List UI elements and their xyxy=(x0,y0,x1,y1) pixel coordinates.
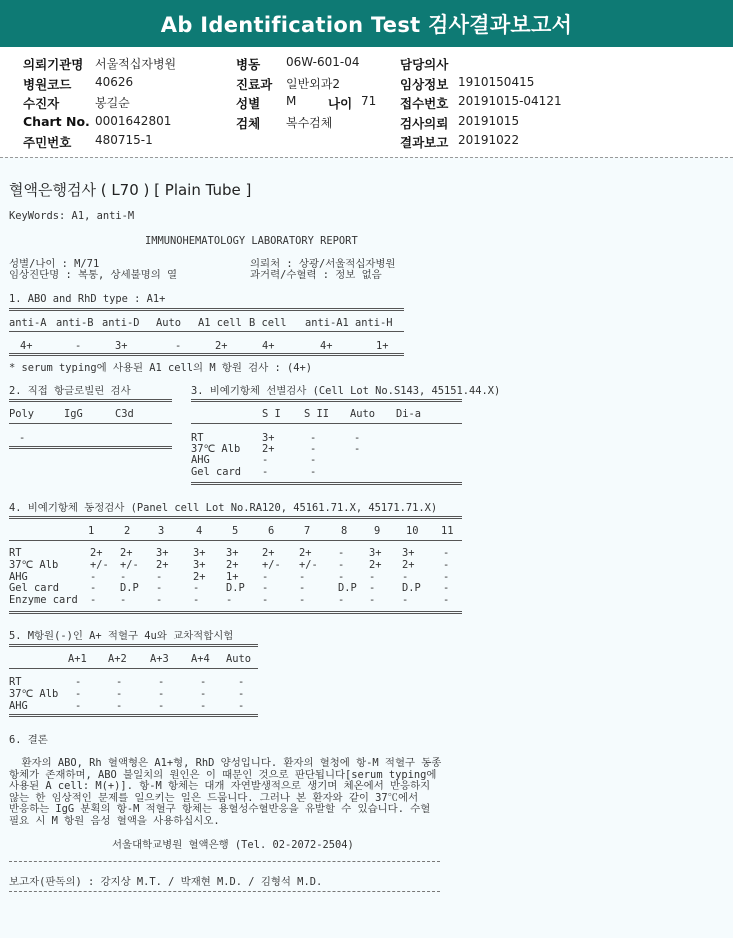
table-cell: - xyxy=(262,465,269,478)
column-header: A+4 xyxy=(191,653,210,665)
column-header: anti-H xyxy=(355,317,393,329)
info-value: 20191015 xyxy=(458,114,520,128)
row-label: 37℃ Alb xyxy=(9,687,59,700)
table-cell: - xyxy=(156,582,163,595)
table-cell: 2+ xyxy=(262,547,275,559)
table-cell: - xyxy=(175,340,182,352)
table-cell: 2+ xyxy=(120,547,133,559)
info-label: 수진자 xyxy=(23,96,60,111)
table-cell: 3+ xyxy=(115,340,128,352)
table-rule xyxy=(191,482,462,485)
report-title: 혈액은행검사 ( L70 ) [ Plain Tube ] xyxy=(9,181,252,199)
row-label: AHG xyxy=(9,699,28,712)
info-value: M xyxy=(286,94,297,108)
info-value: 1910150415 xyxy=(458,75,535,89)
age-value: 71 xyxy=(361,94,377,108)
table-cell: - xyxy=(158,687,165,700)
info-label: 진료과 xyxy=(236,77,273,92)
table-cell: 3+ xyxy=(193,547,206,559)
table-cell: 1+ xyxy=(226,570,239,583)
column-header: A+2 xyxy=(108,653,127,665)
column-header: 10 xyxy=(406,525,419,537)
column-header: 11 xyxy=(441,525,454,537)
table-cell: - xyxy=(238,699,245,712)
table-cell: - xyxy=(75,687,82,700)
table-cell: - xyxy=(310,454,317,467)
column-header: anti-B xyxy=(56,317,94,329)
row-label: 37℃ Alb xyxy=(9,558,59,571)
info-value: 일반외과2 xyxy=(286,77,341,91)
row-label: Gel card xyxy=(9,582,60,595)
table-cell: +/- xyxy=(299,558,318,571)
history: 과거력/수혈력 : 정보 없음 xyxy=(250,269,382,281)
table-cell: - xyxy=(226,594,233,607)
table-cell: 2+ xyxy=(369,558,382,571)
conclusion-text: 환자의 ABO, Rh 혈액형은 A1+형, RhD 양성입니다. 환자의 혈청에 항-M 적혈구 동종 xyxy=(9,757,442,769)
column-header: 5 xyxy=(232,525,239,537)
column-header: B cell xyxy=(249,317,287,329)
table-cell: - xyxy=(238,687,245,700)
info-value: 20191022 xyxy=(458,133,520,147)
table-rule xyxy=(9,423,172,424)
table-cell: - xyxy=(120,570,127,583)
column-header: A+3 xyxy=(150,653,169,665)
table-cell: - xyxy=(310,432,317,444)
conclusion-text: 항체가 존재하며, ABO 불일치의 원인은 이 때문인 것으로 판단됩니다[serum typing에 xyxy=(9,768,437,781)
column-header: Di-a xyxy=(396,408,422,420)
table-cell: +/- xyxy=(262,558,281,571)
column-header: 1 xyxy=(88,525,95,537)
table-cell: - xyxy=(262,594,269,607)
section-title: 5. M항원(-)인 A+ 적혈구 4u와 교차적합시험 xyxy=(9,630,234,642)
table-cell: 4+ xyxy=(20,340,33,352)
column-header: 4 xyxy=(196,525,203,537)
sex-age: 성별/나이 : M/71 xyxy=(9,258,100,270)
column-header: 2 xyxy=(124,525,131,537)
section-title: 3. 비예기항체 선별검사 (Cell Lot No.S143, 45151.44.X) xyxy=(191,385,501,397)
table-cell: - xyxy=(443,594,450,607)
conclusion-text: 사용된 A cell: M(+)]. 항-M 항체는 대개 자연발생적으로 생기며 체온에서 반응하지 xyxy=(9,780,431,793)
reporter: 보고자(판독의) : 강지상 M.T. / 박재현 M.D. / 김형석 M.D. xyxy=(9,876,323,888)
table-rule xyxy=(9,611,462,614)
column-header: anti-A xyxy=(9,317,47,329)
info-label: 검사의뢰 xyxy=(400,116,449,131)
table-cell: 3+ xyxy=(156,547,169,559)
table-cell: 3+ xyxy=(193,558,206,571)
column-header: A1 cell xyxy=(198,317,242,329)
info-label: 결과보고 xyxy=(400,135,449,150)
table-cell: D.P xyxy=(120,582,139,595)
requester: 의뢰처 : 상광/서울적십자병원 xyxy=(250,258,396,270)
table-cell: - xyxy=(354,443,361,456)
section-title: 6. 결론 xyxy=(9,734,48,746)
table-cell: 2+ xyxy=(262,443,275,456)
section-title: 1. ABO and RhD type : A1+ xyxy=(9,293,166,305)
table-rule xyxy=(9,331,404,332)
row-label: AHG xyxy=(9,570,28,583)
table-cell: - xyxy=(200,699,207,712)
table-cell: - xyxy=(338,558,345,571)
table-cell: - xyxy=(369,582,376,595)
table-cell: 4+ xyxy=(320,340,333,352)
table-rule xyxy=(9,891,440,892)
table-rule xyxy=(9,308,404,311)
age-label: 나이 xyxy=(328,96,353,111)
info-label: 의뢰기관명 xyxy=(23,57,84,72)
table-cell: - xyxy=(193,594,200,607)
info-label: 접수번호 xyxy=(400,96,449,111)
table-cell: - xyxy=(193,582,200,595)
table-cell: +/- xyxy=(120,558,139,571)
info-label: 주민번호 xyxy=(23,135,72,150)
table-cell: 2+ xyxy=(156,558,169,571)
conclusion-text: 반응하는 IgG 분획의 항-M 적혈구 항체는 용혈성수혈반응을 유발할 수 있습니다. 수혈 xyxy=(9,803,431,816)
table-cell: 2+ xyxy=(215,340,228,352)
column-header: Auto xyxy=(156,317,182,329)
table-rule xyxy=(9,668,258,669)
info-label: 병동 xyxy=(236,57,261,72)
table-rule xyxy=(9,714,258,717)
table-cell: 1+ xyxy=(376,340,389,352)
table-cell: - xyxy=(120,594,127,607)
typing-note: * serum typing에 사용된 A1 cell의 M 항원 검사 : (4+) xyxy=(9,362,313,374)
lab-signature: 서울대학교병원 혈액은행 (Tel. 02-2072-2504) xyxy=(112,839,354,851)
table-cell: - xyxy=(158,699,165,712)
table-cell: - xyxy=(116,676,123,688)
lab-title: IMMUNOHEMATOLOGY LABORATORY REPORT xyxy=(145,235,358,247)
row-label: RT xyxy=(9,676,22,688)
table-rule xyxy=(191,399,462,402)
table-cell: - xyxy=(200,687,207,700)
table-cell: - xyxy=(338,594,345,607)
column-header: S II xyxy=(304,408,330,420)
info-value: 서울적십자병원 xyxy=(95,57,177,71)
info-label: 담당의사 xyxy=(400,57,449,72)
column-header: 6 xyxy=(268,525,275,537)
table-cell: - xyxy=(310,443,317,456)
column-header: Poly xyxy=(9,408,35,420)
column-header: Auto xyxy=(350,408,376,420)
table-cell: - xyxy=(310,465,317,478)
column-header: 3 xyxy=(158,525,165,537)
info-value: 봉길순 xyxy=(95,96,130,110)
column-header: IgG xyxy=(64,408,83,420)
table-cell: 3+ xyxy=(402,547,415,559)
table-cell: - xyxy=(156,594,163,607)
table-cell: - xyxy=(443,570,450,583)
info-value: 0001642801 xyxy=(95,114,172,128)
row-label: Enzyme card xyxy=(9,594,78,607)
table-rule xyxy=(9,399,172,402)
row-label: 37℃ Alb xyxy=(191,443,241,456)
table-cell: - xyxy=(338,570,345,583)
table-cell: - xyxy=(443,547,450,559)
column-header: C3d xyxy=(115,408,134,420)
table-cell: - xyxy=(116,699,123,712)
info-label: Chart No. xyxy=(23,114,90,129)
table-cell: - xyxy=(75,699,82,712)
conclusion-text: 필요 시 M 항원 음성 혈액을 사용하십시오. xyxy=(9,815,220,827)
table-cell: - xyxy=(90,582,97,595)
table-cell: - xyxy=(338,547,345,559)
column-header: 7 xyxy=(304,525,311,537)
table-cell: - xyxy=(354,432,361,444)
table-cell: - xyxy=(262,570,269,583)
table-cell: - xyxy=(443,558,450,571)
column-header: A+1 xyxy=(68,653,87,665)
table-rule xyxy=(9,446,172,449)
table-cell: 2+ xyxy=(90,547,103,559)
table-rule xyxy=(9,353,404,356)
table-cell: 2+ xyxy=(226,558,239,571)
table-cell: - xyxy=(116,687,123,700)
table-rule xyxy=(191,423,462,424)
table-cell: D.P xyxy=(402,582,421,595)
table-cell: - xyxy=(90,594,97,607)
column-header: S I xyxy=(262,408,281,420)
table-cell: 2+ xyxy=(299,547,312,559)
table-rule xyxy=(9,516,462,519)
table-cell: - xyxy=(90,570,97,583)
row-label: RT xyxy=(191,432,204,444)
column-header: anti-D xyxy=(102,317,140,329)
table-cell: - xyxy=(158,676,165,688)
table-rule xyxy=(9,861,440,862)
table-cell: - xyxy=(75,676,82,688)
diagnosis: 임상진단명 : 복통, 상세불명의 열 xyxy=(9,269,178,281)
table-rule xyxy=(9,540,462,541)
info-label: 임상정보 xyxy=(400,77,449,92)
table-cell: 3+ xyxy=(262,432,275,444)
info-value: 복수검체 xyxy=(286,116,333,130)
table-cell: D.P xyxy=(226,582,245,595)
table-cell: - xyxy=(156,570,163,583)
table-cell: - xyxy=(443,582,450,595)
table-cell: - xyxy=(75,340,82,352)
table-cell: - xyxy=(238,676,245,688)
table-cell: - xyxy=(262,582,269,595)
info-value: 06W-601-04 xyxy=(286,55,360,69)
page-title: Ab Identification Test 검사결과보고서 xyxy=(160,13,573,37)
table-cell: 2+ xyxy=(193,570,206,583)
table-cell: - xyxy=(19,432,26,444)
table-cell: - xyxy=(299,570,306,583)
table-cell: +/- xyxy=(90,558,109,571)
table-cell: 2+ xyxy=(402,558,415,571)
info-label: 검체 xyxy=(236,116,261,131)
info-value: 40626 xyxy=(95,75,134,89)
info-label: 병원코드 xyxy=(23,77,72,92)
table-cell: - xyxy=(200,676,207,688)
row-label: Gel card xyxy=(191,465,242,478)
table-cell: D.P xyxy=(338,582,357,595)
row-label: AHG xyxy=(191,454,210,467)
table-cell: 4+ xyxy=(262,340,275,352)
table-cell: 3+ xyxy=(369,547,382,559)
table-cell: - xyxy=(369,594,376,607)
table-cell: - xyxy=(299,594,306,607)
info-value: 20191015-04121 xyxy=(458,94,562,108)
column-header: anti-A1 xyxy=(305,317,349,329)
table-cell: - xyxy=(402,570,409,583)
column-header: 9 xyxy=(374,525,381,537)
keywords: KeyWords: A1, anti-M xyxy=(9,210,135,222)
info-label: 성별 xyxy=(236,96,261,111)
table-cell: - xyxy=(402,594,409,607)
info-value: 480715-1 xyxy=(95,133,153,147)
table-cell: 3+ xyxy=(226,547,239,559)
table-cell: - xyxy=(262,454,269,467)
column-header: 8 xyxy=(341,525,348,537)
column-header: Auto xyxy=(226,653,252,665)
row-label: RT xyxy=(9,547,22,559)
section-title: 4. 비예기항체 동정검사 (Panel cell Lot No.RA120, 45161.71.X, 45171.71.X) xyxy=(9,502,438,514)
table-rule xyxy=(9,644,258,647)
table-cell: - xyxy=(299,582,306,595)
section-title: 2. 직접 항글로빌린 검사 xyxy=(9,385,131,397)
table-cell: - xyxy=(369,570,376,583)
conclusion-text: 않는 한 임상적인 문제를 일으키는 일은 드뭅니다. 그러나 본 환자와 같이 37℃에서 xyxy=(9,791,419,804)
